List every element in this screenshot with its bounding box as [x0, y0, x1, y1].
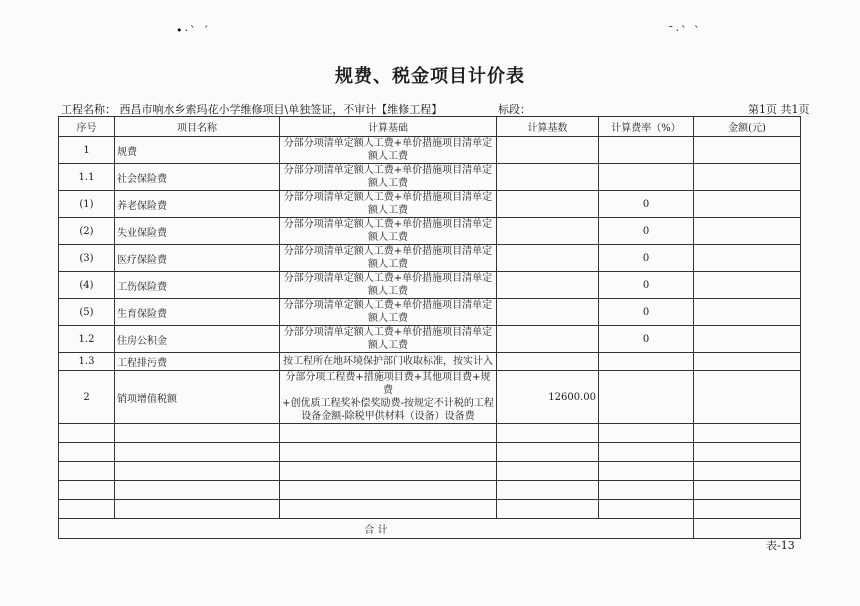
cell-amount — [694, 137, 801, 164]
cell-rate — [599, 164, 694, 191]
cell-basis — [280, 371, 497, 424]
empty-cell — [694, 424, 801, 443]
cell-base — [497, 299, 599, 326]
cell-amount — [694, 245, 801, 272]
header-rate: 计算费率（%） — [599, 117, 694, 137]
cell-basis — [280, 299, 497, 326]
cell-basis — [280, 245, 497, 272]
empty-row — [59, 462, 801, 481]
basis-line: 分部分项清单定额人工费+单价措施项目清单定 — [283, 273, 493, 284]
page-number: 第1页 共1页 — [748, 103, 810, 116]
basis-line: 分部分项清单定额人工费+单价措施项目清单定 — [283, 192, 493, 203]
cell-name: 社会保险费 — [115, 164, 280, 191]
cell-base — [497, 272, 599, 299]
empty-row — [59, 443, 801, 462]
basis-line: +创优质工程奖补偿奖励费-按规定不计税的工程 — [282, 398, 494, 409]
cell-basis — [280, 137, 497, 164]
empty-row — [59, 500, 801, 519]
basis-line: 分部分项清单定额人工费+单价措施项目清单定 — [283, 246, 493, 257]
cell-basis — [280, 218, 497, 245]
empty-cell — [599, 462, 694, 481]
cell-rate: 0 — [599, 299, 694, 326]
basis-line: 分部分项清单定额人工费+单价措施项目清单定 — [283, 138, 493, 149]
cell-amount — [694, 272, 801, 299]
empty-cell — [599, 500, 694, 519]
table-row — [59, 218, 801, 245]
table-row — [59, 299, 801, 326]
empty-cell — [115, 443, 280, 462]
cell-name: 工伤保险费 — [115, 272, 280, 299]
cell-rate: 0 — [599, 218, 694, 245]
cell-base — [497, 245, 599, 272]
table-row — [59, 353, 801, 371]
header-seq: 序号 — [59, 117, 115, 137]
empty-cell — [497, 500, 599, 519]
cell-amount — [694, 371, 801, 424]
page-title: 规费、税金项目计价表 — [335, 66, 525, 87]
basis-line: 额人工费 — [368, 205, 408, 216]
basis-line: 设备金额-除税甲供材料（设备）设备费 — [301, 411, 475, 422]
empty-cell — [115, 500, 280, 519]
cell-rate: 0 — [599, 191, 694, 218]
cell-name: 工程排污费 — [115, 353, 280, 371]
cell-basis — [280, 353, 497, 371]
cell-amount — [694, 218, 801, 245]
basis-line: 分部分项清单定额人工费+单价措施项目清单定 — [283, 300, 493, 311]
header-basis: 计算基础 — [280, 117, 497, 137]
empty-cell — [599, 443, 694, 462]
empty-cell — [497, 462, 599, 481]
table-row — [59, 371, 801, 424]
empty-cell — [280, 424, 497, 443]
basis-line: 分部分项工程费+措施项目费+其他项目费+规费 — [285, 372, 491, 396]
table-row — [59, 272, 801, 299]
total-row — [59, 519, 801, 539]
cell-seq: (3) — [59, 245, 115, 272]
basis-line: 额人工费 — [368, 313, 408, 324]
cell-seq: 1.1 — [59, 164, 115, 191]
basis-line: 分部分项清单定额人工费+单价措施项目清单定 — [283, 327, 493, 338]
section-label: 标段： — [498, 103, 531, 116]
cell-base — [497, 137, 599, 164]
cell-basis — [280, 326, 497, 353]
cell-base — [497, 218, 599, 245]
header-name: 项目名称 — [115, 117, 280, 137]
cell-base — [497, 326, 599, 353]
empty-row — [59, 424, 801, 443]
cell-seq: (4) — [59, 272, 115, 299]
empty-cell — [694, 443, 801, 462]
empty-cell — [694, 481, 801, 500]
cell-amount — [694, 191, 801, 218]
cell-seq: 1 — [59, 137, 115, 164]
total-label: 合 计 — [59, 519, 694, 539]
empty-cell — [115, 424, 280, 443]
cell-name: 医疗保险费 — [115, 245, 280, 272]
cell-seq: 2 — [59, 371, 115, 424]
total-amount — [694, 519, 801, 539]
cell-amount — [694, 164, 801, 191]
cell-base — [497, 164, 599, 191]
table-header-row — [59, 117, 801, 137]
cell-seq: (2) — [59, 218, 115, 245]
empty-cell — [280, 500, 497, 519]
empty-cell — [497, 424, 599, 443]
cell-rate: 0 — [599, 272, 694, 299]
empty-cell — [694, 462, 801, 481]
project-name: 工程名称： 西昌市响水乡索玛花小学维修项目\单独签证，不审计【维修工程】 — [61, 103, 443, 116]
scan-mark-right: ˉ·ˋ ˋ — [668, 24, 702, 37]
empty-cell — [497, 481, 599, 500]
empty-row — [59, 481, 801, 500]
cell-rate — [599, 371, 694, 424]
basis-line: 额人工费 — [368, 340, 408, 351]
basis-line: 按工程所在地环境保护部门收取标准，按实计入 — [283, 356, 493, 367]
empty-cell — [59, 462, 115, 481]
cell-name: 养老保险费 — [115, 191, 280, 218]
table-row — [59, 245, 801, 272]
empty-cell — [115, 481, 280, 500]
empty-cell — [59, 424, 115, 443]
basis-line: 分部分项清单定额人工费+单价措施项目清单定 — [283, 165, 493, 176]
table-row — [59, 326, 801, 353]
basis-line: 额人工费 — [368, 151, 408, 162]
cell-name: 销项增值税额 — [115, 371, 280, 424]
cell-amount — [694, 326, 801, 353]
cell-amount — [694, 353, 801, 371]
table-row — [59, 164, 801, 191]
basis-line: 额人工费 — [368, 178, 408, 189]
empty-cell — [59, 443, 115, 462]
cell-seq: (5) — [59, 299, 115, 326]
empty-cell — [599, 424, 694, 443]
basis-line: 额人工费 — [368, 232, 408, 243]
cell-amount — [694, 299, 801, 326]
table-code: 表-13 — [766, 539, 795, 552]
empty-cell — [599, 481, 694, 500]
header-amount: 金额(元) — [694, 117, 801, 137]
scan-mark-left: •·ˋ ˊ — [176, 24, 211, 37]
cell-seq: (1) — [59, 191, 115, 218]
empty-cell — [280, 443, 497, 462]
fee-tax-table — [58, 116, 801, 539]
cell-rate — [599, 353, 694, 371]
cell-base — [497, 353, 599, 371]
empty-cell — [280, 462, 497, 481]
cell-name: 失业保险费 — [115, 218, 280, 245]
header-base: 计算基数 — [497, 117, 599, 137]
empty-cell — [59, 481, 115, 500]
basis-line: 分部分项清单定额人工费+单价措施项目清单定 — [283, 219, 493, 230]
cell-name: 住房公积金 — [115, 326, 280, 353]
cell-rate: 0 — [599, 245, 694, 272]
cell-name: 生育保险费 — [115, 299, 280, 326]
table-row — [59, 137, 801, 164]
cell-base: 12600.00 — [497, 371, 599, 424]
empty-cell — [497, 443, 599, 462]
basis-line: 额人工费 — [368, 286, 408, 297]
cell-basis — [280, 272, 497, 299]
empty-cell — [280, 481, 497, 500]
basis-line: 额人工费 — [368, 259, 408, 270]
cell-rate: 0 — [599, 326, 694, 353]
cell-rate — [599, 137, 694, 164]
empty-cell — [115, 462, 280, 481]
cell-seq: 1.2 — [59, 326, 115, 353]
empty-cell — [694, 500, 801, 519]
table-row — [59, 191, 801, 218]
cell-name: 规费 — [115, 137, 280, 164]
cell-basis — [280, 164, 497, 191]
cell-basis — [280, 191, 497, 218]
cell-base — [497, 191, 599, 218]
cell-seq: 1.3 — [59, 353, 115, 371]
empty-cell — [59, 500, 115, 519]
